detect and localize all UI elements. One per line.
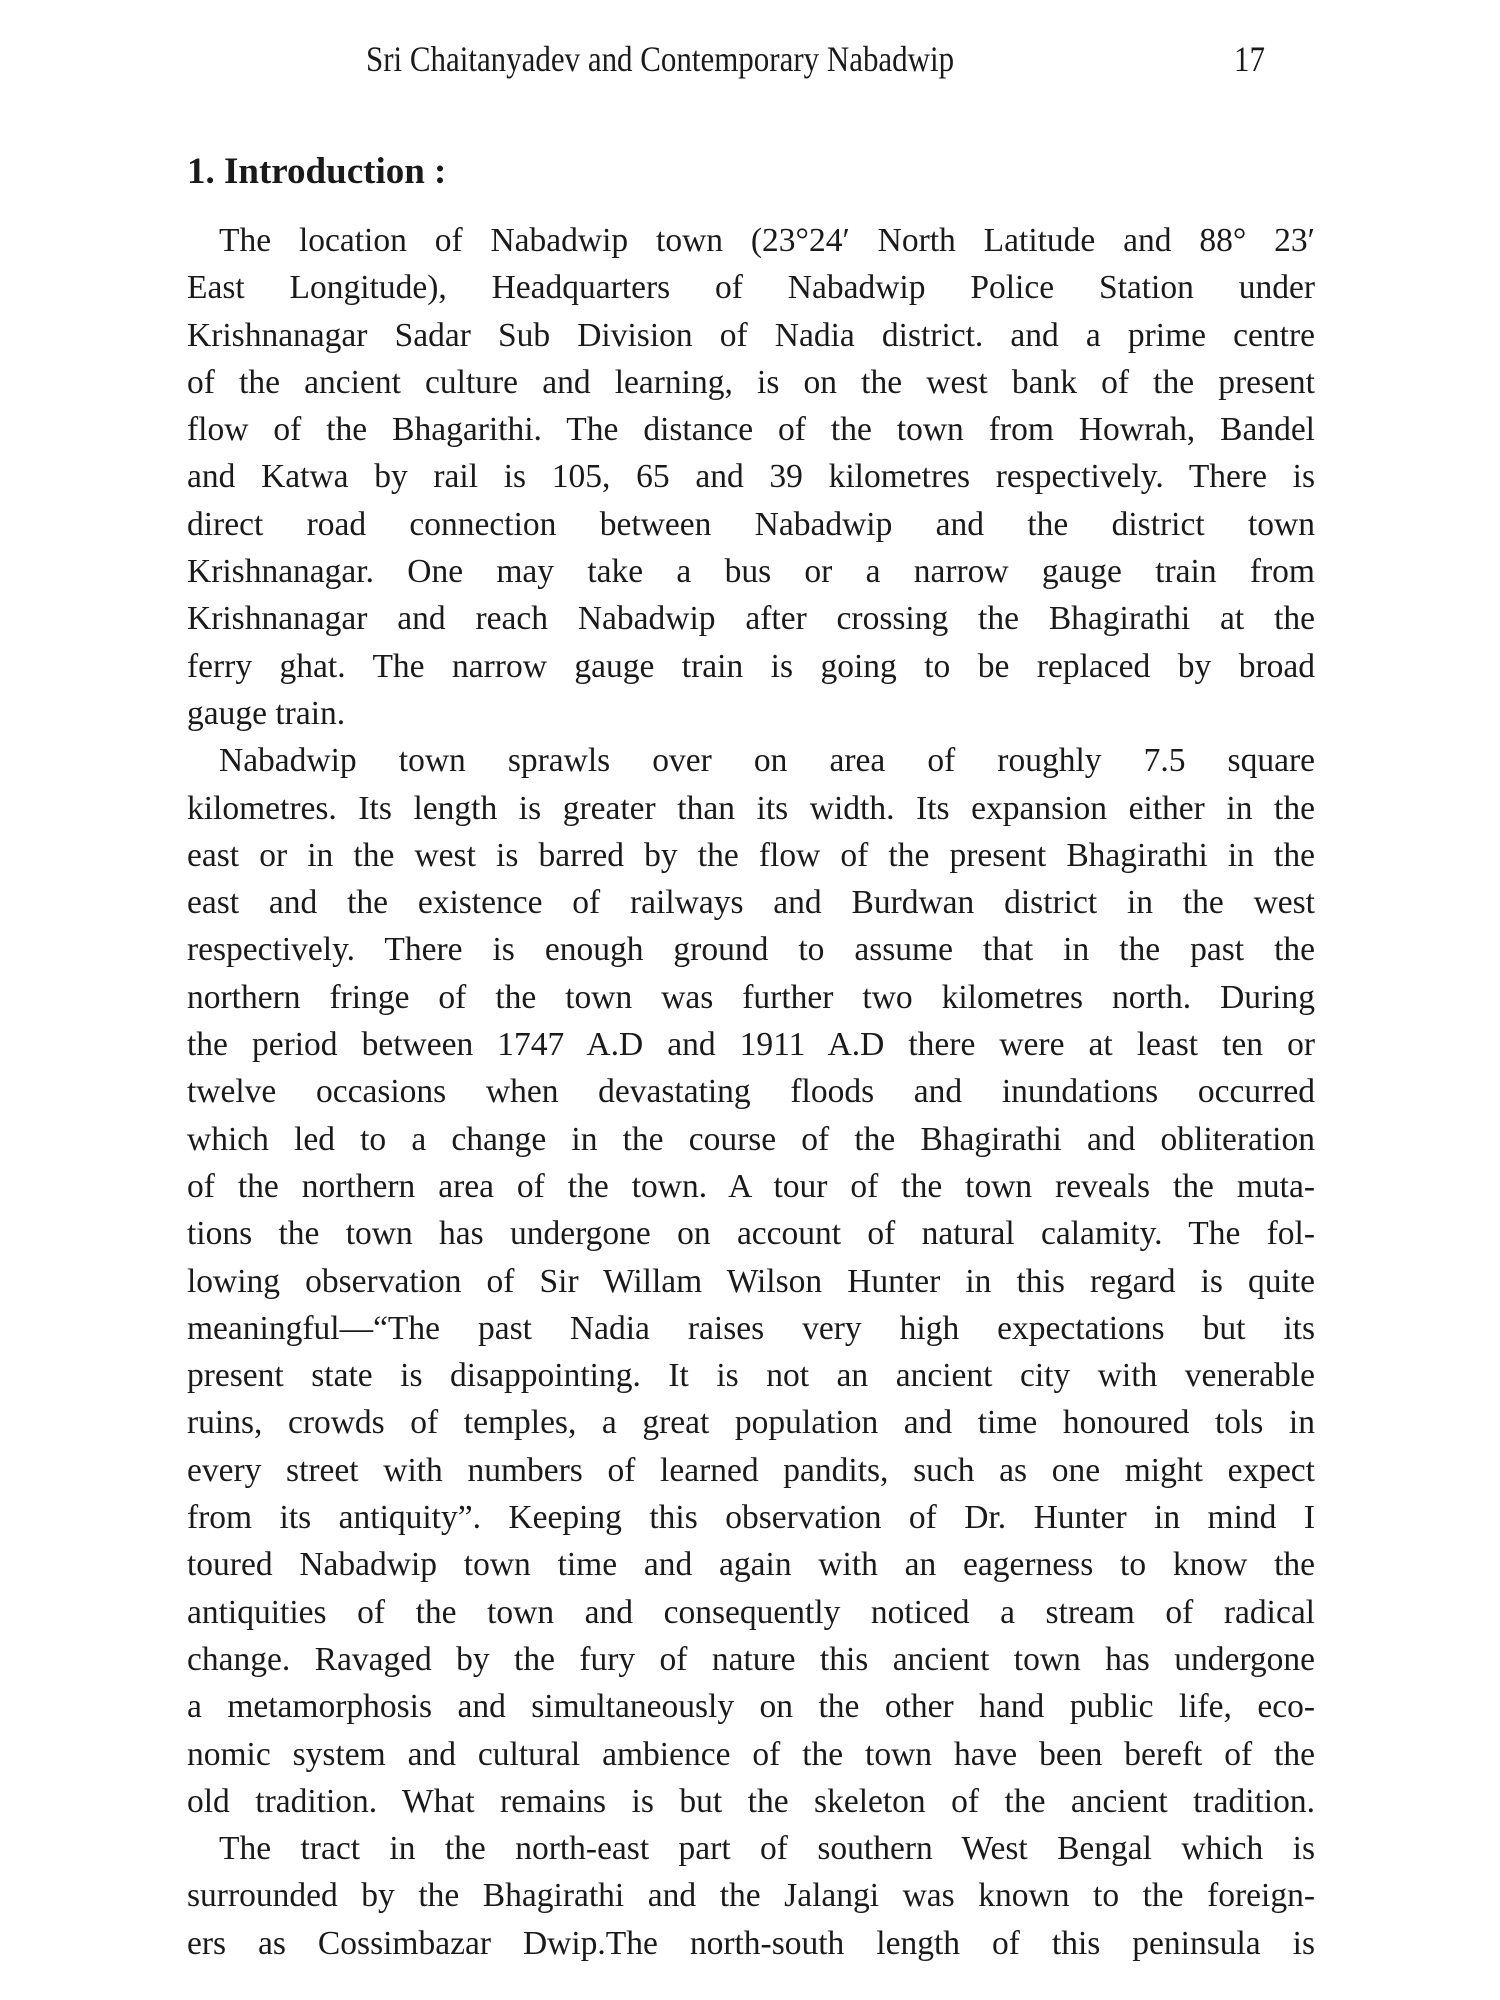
text-line: northern fringe of the town was further two kilometres north. During xyxy=(187,978,1315,1016)
text-line: direct road connection between Nabadwip and the district town xyxy=(187,505,1315,543)
text-line: surrounded by the Bhagirathi and the Jalangi was known to the foreign- xyxy=(187,1877,1315,1915)
text-line: tions the town has undergone on account of natural calamity. The fol- xyxy=(187,1215,1315,1253)
section-heading: 1. Introduction : xyxy=(187,151,447,192)
text-line: The tract in the north-east part of southern West Bengal which is xyxy=(219,1830,1315,1868)
text-line: Krishnanagar Sadar Sub Division of Nadia district. and a prime centre xyxy=(187,316,1315,354)
text-line: every street with numbers of learned pandits, such as one might expect xyxy=(187,1451,1315,1489)
text-line: present state is disappointing. It is not an ancient city with venerable xyxy=(187,1357,1315,1395)
text-line: antiquities of the town and consequently noticed a stream of radical xyxy=(187,1593,1315,1631)
text-line: of the northern area of the town. A tour of the town reveals the muta- xyxy=(187,1167,1315,1205)
text-line: and Katwa by rail is 105, 65 and 39 kilometres respectively. There is xyxy=(187,458,1315,496)
text-line: of the ancient culture and learning, is on the west bank of the present xyxy=(187,363,1315,401)
text-line: East Longitude), Headquarters of Nabadwip Police Station under xyxy=(187,269,1315,307)
text-line: the period between 1747 A.D and 1911 A.D there were at least ten or xyxy=(187,1026,1315,1064)
text-line: which led to a change in the course of the Bhagirathi and obliteration xyxy=(187,1120,1315,1158)
text-line: ruins, crowds of temples, a great population and time honoured tols in xyxy=(187,1404,1315,1442)
text-line: from its antiquity”. Keeping this observation of Dr. Hunter in mind I xyxy=(187,1499,1315,1537)
text-line: a metamorphosis and simultaneously on the other hand public life, eco- xyxy=(187,1688,1315,1726)
text-line: ers as Cossimbazar Dwip.The north-south length of this peninsula is xyxy=(187,1924,1315,1962)
text-line: respectively. There is enough ground to assume that in the past the xyxy=(187,931,1315,969)
text-line: The location of Nabadwip town (23°24′ North Latitude and 88° 23′ xyxy=(219,222,1315,259)
text-line: toured Nabadwip town time and again with an eagerness to know the xyxy=(187,1546,1315,1584)
text-line: east or in the west is barred by the flow of the present Bhagirathi in the xyxy=(187,836,1315,874)
text-line: twelve occasions when devastating floods and inundations occurred xyxy=(187,1073,1315,1111)
text-line: ferry ghat. The narrow gauge train is going to be replaced by broad xyxy=(187,647,1315,685)
text-line: flow of the Bhagarithi. The distance of the town from Howrah, Bandel xyxy=(187,411,1315,449)
text-line: gauge train. xyxy=(187,694,346,732)
text-line: kilometres. Its length is greater than its width. Its expansion either in the xyxy=(187,789,1315,827)
running-header-title: Sri Chaitanyadev and Contemporary Nabadwip xyxy=(366,39,955,79)
body-text xyxy=(187,217,1315,1967)
text-line: Krishnanagar and reach Nabadwip after crossing the Bhagirathi at the xyxy=(187,600,1315,638)
text-line: old tradition. What remains is but the skeleton of the ancient tradition. xyxy=(187,1782,1315,1820)
text-line: east and the existence of railways and Burdwan district in the west xyxy=(187,884,1315,922)
text-line: change. Ravaged by the fury of nature this ancient town has undergone xyxy=(187,1640,1315,1678)
text-line: nomic system and cultural ambience of the town have been bereft of the xyxy=(187,1735,1315,1773)
text-line: Nabadwip town sprawls over on area of roughly 7.5 square xyxy=(219,742,1315,780)
text-line: lowing observation of Sir Willam Wilson Hunter in this regard is quite xyxy=(187,1262,1315,1300)
page-number: 17 xyxy=(1234,39,1265,79)
text-line: meaningful—“The past Nadia raises very high expectations but its xyxy=(187,1309,1315,1347)
text-line: Krishnanagar. One may take a bus or a narrow gauge train from xyxy=(187,553,1315,591)
